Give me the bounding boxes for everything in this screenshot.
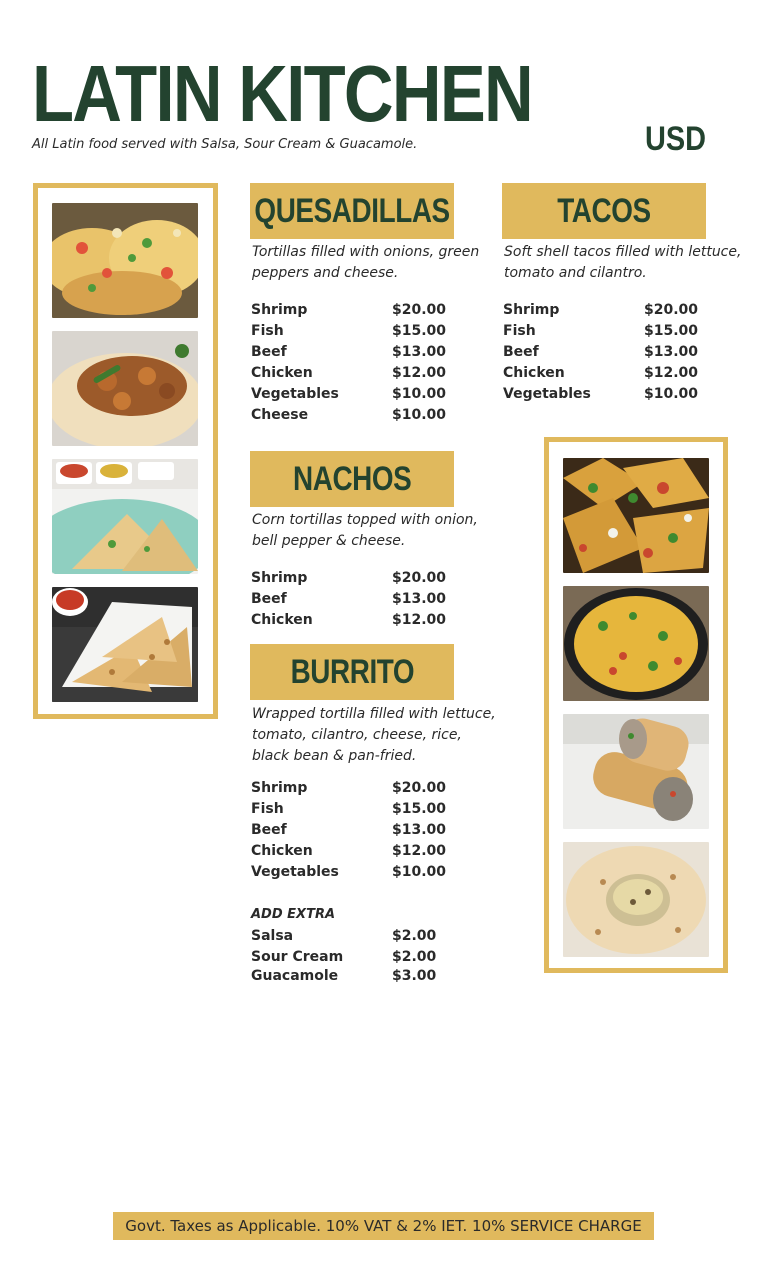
quesadilla-plate-photo [52,459,198,574]
tortilla-photo [563,842,709,957]
quesadillas-title: QUESADILLAS [254,191,450,230]
skillet-nachos-photo [563,586,709,701]
nachos-title: NACHOS [292,459,412,498]
item-price: $2.00 [392,949,437,965]
tacos-banner [502,183,706,239]
item-name: Shrimp [251,570,308,586]
item-name: Salsa [251,928,294,944]
item-price: $3.00 [392,968,437,984]
item-price: $10.00 [392,407,447,423]
item-price: $13.00 [392,591,447,607]
item-price: $20.00 [644,302,699,318]
item-price: $12.00 [392,365,447,381]
nachos-banner [250,451,454,507]
item-price: $10.00 [644,386,699,402]
tagline: All Latin food served with Salsa, Sour Cream & Guacamole. [32,137,418,152]
burrito-title: BURRITO [290,652,414,691]
quesadillas-description: Tortillas filled with onions, green peppers and cheese. [252,244,480,281]
item-name: Beef [503,344,539,360]
tax-notice-bar [113,1212,654,1240]
item-name: Fish [503,323,536,339]
item-name: Chicken [251,612,313,628]
nachos-photo [563,458,709,573]
burrito-photo [563,714,709,829]
item-name: Beef [251,591,287,607]
item-name: Vegetables [251,386,339,402]
quesadillas-banner [250,183,454,239]
item-price: $13.00 [644,344,699,360]
burrito-description: Wrapped tortilla filled with lettuce, tomato, cilantro, cheese, rice, black bean & pan-fried. [252,706,496,764]
item-price: $20.00 [392,302,447,318]
item-name: Beef [251,822,287,838]
item-name: Shrimp [251,302,308,318]
item-price: $2.00 [392,928,437,944]
item-name: Sour Cream [251,949,344,965]
item-price: $13.00 [392,344,447,360]
item-price: $15.00 [644,323,699,339]
item-name: Fish [251,323,284,339]
item-name: Vegetables [503,386,591,402]
add-extra-heading: ADD EXTRA [251,907,336,922]
restaurant-title: LATIN KITCHEN [32,49,532,138]
item-price: $20.00 [392,570,447,586]
tacos-description: Soft shell tacos filled with lettuce, tomato and cilantro. [504,244,742,281]
quesadilla-photo [52,331,198,446]
nachos-description: Corn tortillas topped with onion, bell pepper & cheese. [252,512,478,549]
item-name: Chicken [251,365,313,381]
item-price: $10.00 [392,386,447,402]
item-name: Shrimp [503,302,560,318]
item-name: Cheese [251,407,309,423]
item-name: Chicken [503,365,565,381]
burrito-banner [250,644,454,700]
right-photo-frame [544,437,728,973]
item-price: $12.00 [392,612,447,628]
item-price: $10.00 [392,864,447,880]
tax-notice: Govt. Taxes as Applicable. 10% VAT & 2% IET. 10% SERVICE CHARGE [125,1217,642,1235]
item-name: Guacamole [251,968,339,984]
item-name: Beef [251,344,287,360]
item-price: $12.00 [644,365,699,381]
left-photo-frame [33,183,218,719]
item-price: $12.00 [392,843,447,859]
item-name: Vegetables [251,864,339,880]
item-name: Shrimp [251,780,308,796]
taco-photo [52,203,198,318]
item-price: $15.00 [392,323,447,339]
item-name: Chicken [251,843,313,859]
quesadilla-wedges-photo [52,587,198,702]
item-price: $13.00 [392,822,447,838]
item-price: $20.00 [392,780,447,796]
currency-label: USD [645,120,707,158]
item-price: $15.00 [392,801,447,817]
tacos-title: TACOS [557,191,651,230]
item-name: Fish [251,801,284,817]
